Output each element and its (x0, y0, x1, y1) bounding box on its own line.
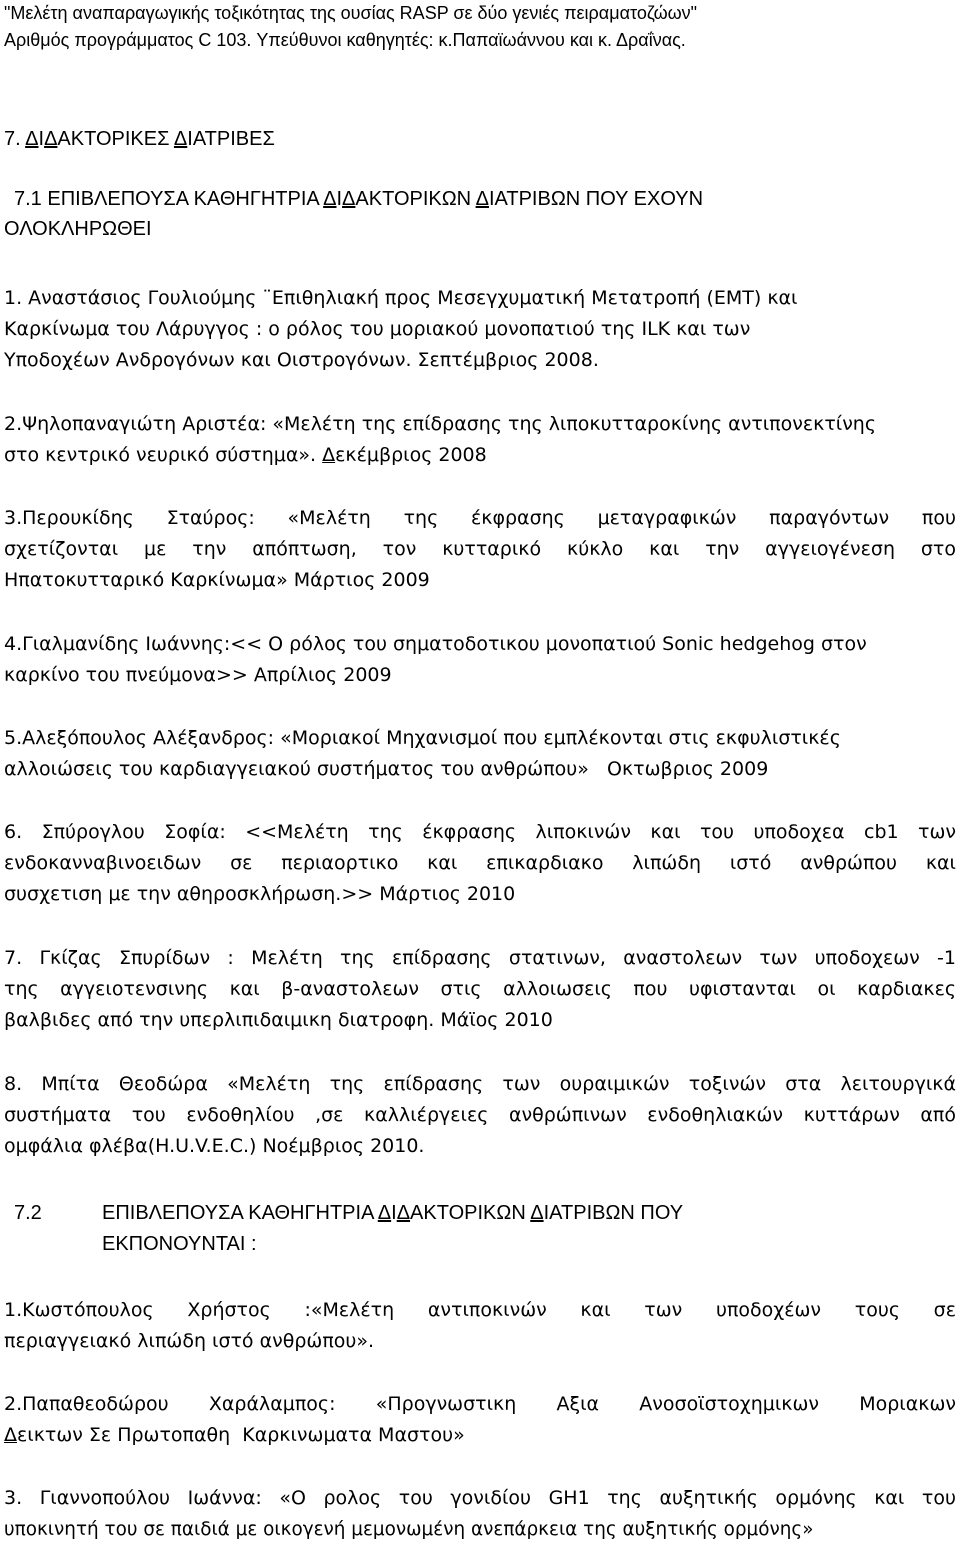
section-7-1-title (4, 184, 954, 244)
section-7-2-title: 7.2 ΕΠΙΒΛΕΠΟΥΣΑ ΚΑΘΗΓΗΤΡΙΑ ΔΙΔΑΚΤΟΡΙΚΩΝ ΔΙΑΤΡΙΒΩΝ ΠΟΥ ΕΚΠΟΝΟΥΝΤΑΙ : (14, 1202, 684, 1255)
section-7-title: 7. ΔΙΔΑΚΤΟΡΙΚΕΣ ΔΙΑΤΡΙΒΕΣ (4, 128, 275, 150)
section-7-1-line-1: 7.1 ΕΠΙΒΛΕΠΟΥΣΑ ΚΑΘΗΓΗΤΡΙΑ ΔΙΔΑΚΤΟΡΙΚΩΝ ΔΙΑΤΡΙΒΩΝ ΠΟΥ ΕΧΟΥΝ (14, 188, 704, 210)
section-7-1-line-2: ΟΛΟΚΛΗΡΩΘΕΙ (4, 218, 152, 240)
completed-item-5: 5.Αλεξόπουλος Αλέξανδρος: «Μοριακοί Μηχανισμοί που εμπλέκονται στις εκφυλιστικές αλλοιώσεις του καρδιαγγειακού συστήματος του ανθρώπου» Οκτωβριος 2009 (4, 727, 841, 780)
completed-item-6: 6. Σπύρογλου Σοφία: <<Μελέτη της έκφρασης λιποκινών και του υποδοχεα cb1 των ενδοκανναβινοειδων σε περιαορτικο και επικαρδιακο λιπώδη ιστό ανθρώπου και συσχετιση με την αθηροσκλήρωση.>> Μάρτιος 2010 (4, 821, 956, 905)
header (4, 0, 954, 54)
completed-item-8: 8. Μπίτα Θεοδώρα «Μελέτη της επίδρασης των ουραιμικών τοξινών στα λειτουργικά συστήματα του ενδοθηλίου ,σε καλλιέργειες ανθρώπινων ενδοθηλιακών κυττάρων από ομφάλια φλέβα(H.U.V.E.C.) Νοέμβριος 2010. (4, 1073, 956, 1157)
ongoing-item-1: 1.Κωστόπουλος Χρήστος :«Μελέτη αντιποκινών και των υποδοχέων τους σε περιαγγειακό λιπώδη ιστό ανθρώπου». (4, 1299, 956, 1352)
header-line-2: Αριθμός προγράμματος C 103. Υπεύθυνοι καθηγητές: κ.Παπαϊωάννου και κ. Δραΐνας. (4, 30, 686, 50)
completed-item-2: 2.Ψηλοπαναγιώτη Αριστέα: «Μελέτη της επίδρασης της λιποκυτταροκίνης αντιπονεκτίνης στο κεντρικό νευρικό σύστημα». Δεκέμβριος 2008 (4, 413, 877, 466)
ongoing-item-3: 3. Γιαννοπούλου Ιωάννα: «Ο ρολος του γονιδίου GH1 της αυξητικής ορμόνης και του υποκινητή του σε παιδιά με οικογενή μεμονωμένη ανεπάρκεια της αυξητικής ορμόνης» (4, 1487, 956, 1540)
completed-item-7: 7. Γκίζας Σπυρίδων : Μελέτη της επίδρασης στατινων, αναστολεων των υποδοχεων -1 της αγγειοτενσινης και β-αναστολεων στις αλλοιωσεις που υφιστανται οι καρδιακες βαλβιδες από την υπερλιπιδαιμικη διατροφη. Μάϊος 2010 (4, 947, 956, 1031)
ongoing-item-2: 2.Παπαθεοδώρου Χαράλαμπος: «Προγνωστικη Αξια Ανοσοϊστοχημικων Μοριακων Δεικτων Σε Πρωτοπαθη Καρκινωματα Μαστου» (4, 1393, 956, 1446)
header-line-1: "Μελέτη αναπαραγωγικής τοξικότητας της ουσίας RASP σε δύο γενιές πειραματοζώων" (4, 3, 698, 23)
completed-item-4: 4.Γιαλμανίδης Ιωάννης:<< Ο ρόλος του σηματοδοτικου μονοπατιού Sonic hedgehog στον καρκίνο του πνεύμονα>> Απρίλιος 2009 (4, 633, 867, 686)
completed-item-3: 3.Περουκίδης Σταύρος: «Μελέτη της έκφρασης μεταγραφικών παραγόντων που σχετίζονται με την απόπτωση, τον κυτταρικό κύκλο και την αγγειογένεση στο Ηπατοκυτταρικό Καρκίνωμα» Μάρτιος 2009 (4, 507, 956, 591)
completed-item-1: 1. Αναστάσιος Γουλιούμης ¨Επιθηλιακή προς Μεσεγχυματική Μετατροπή (ΕΜΤ) και Καρκίνωμα του Λάρυγγος : ο ρόλος του μοριακού μονοπατιού της ILK και των Υποδοχέων Ανδρογόνων και Οιστρογόνων. Σεπτέμβριος 2008. (4, 287, 798, 371)
